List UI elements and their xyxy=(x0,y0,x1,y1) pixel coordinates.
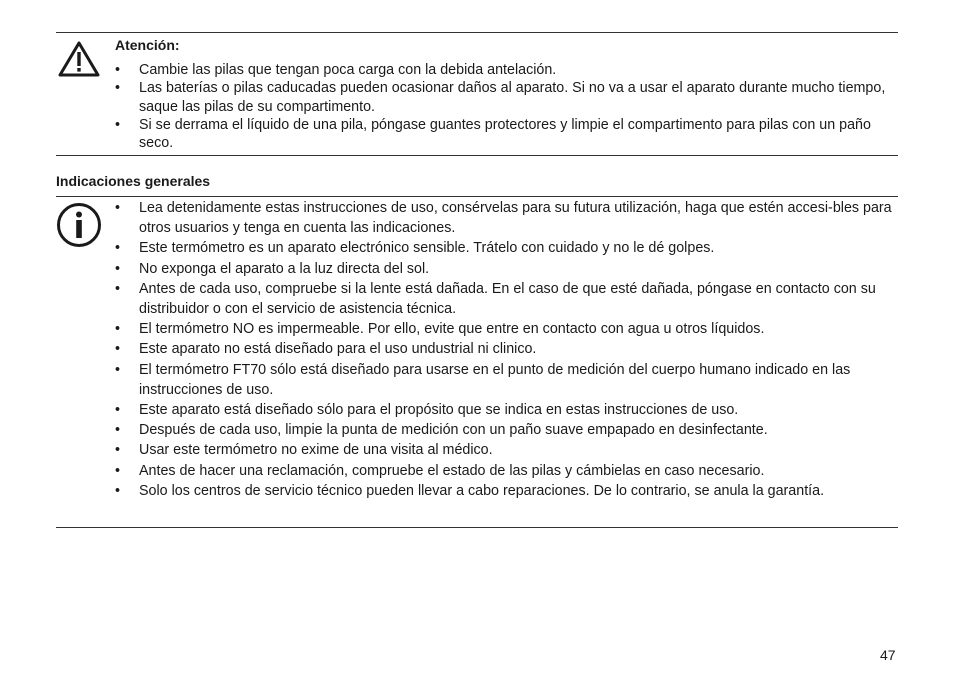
list-item: • Usar este termómetro no exime de una visita al médico. xyxy=(115,440,895,460)
list-item: • Antes de cada uso, compruebe si la lente está dañada. En el caso de que esté dañada, póngase en contacto con su distribuidor o con el servicio de asistencia técnica. xyxy=(115,279,895,319)
section-rule xyxy=(56,196,898,197)
warning-bottom-rule xyxy=(56,155,898,156)
list-item: • Este termómetro es un aparato electrónico sensible. Trátelo con cuidado y no le dé golpes. xyxy=(115,238,895,258)
list-item: • Este aparato está diseñado sólo para el propósito que se indica en estas instrucciones de uso. xyxy=(115,400,895,420)
warning-title: Atención: xyxy=(115,37,180,53)
list-item: • Antes de hacer una reclamación, compruebe el estado de las pilas y cámbielas en caso necesario. xyxy=(115,461,895,481)
section-title: Indicaciones generales xyxy=(56,173,211,189)
list-item: • Cambie las pilas que tengan poca carga con la debida antelación. xyxy=(115,61,895,79)
general-list xyxy=(115,198,895,501)
top-rule xyxy=(56,32,898,33)
list-item: • No exponga el aparato a la luz directa del sol. xyxy=(115,259,895,279)
bottom-rule xyxy=(56,527,898,528)
list-item: • El termómetro FT70 sólo está diseñado para usarse en el punto de medición del cuerpo humano indicado en las instrucciones de uso. xyxy=(115,360,895,400)
list-item: • Este aparato no está diseñado para el uso undustrial ni clinico. xyxy=(115,339,895,359)
page-number: 47 xyxy=(880,647,896,663)
list-item: • Lea detenidamente estas instrucciones de uso, consérvelas para su futura utilización, haga que estén accesi-bles para otros usuarios y tenga en cuenta las indicaciones. xyxy=(115,198,895,238)
list-item: • El termómetro NO es impermeable. Por ello, evite que entre en contacto con agua u otros líquidos. xyxy=(115,319,895,339)
warning-triangle-icon xyxy=(57,40,101,78)
list-item: • Las baterías o pilas caducadas pueden ocasionar daños al aparato. Si no va a usar el aparato durante mucho tiempo, saque las pilas de su compartimento. xyxy=(115,79,895,116)
list-item: • Solo los centros de servicio técnico pueden llevar a cabo reparaciones. De lo contrario, se anula la garantía. xyxy=(115,481,895,501)
list-item: • Si se derrama el líquido de una pila, póngase guantes protectores y limpie el compartimento para pilas con un paño seco. xyxy=(115,116,895,153)
warning-list xyxy=(115,61,895,152)
list-item: • Después de cada uso, limpie la punta de medición con un paño suave empapado en desinfectante. xyxy=(115,420,895,440)
info-icon xyxy=(56,202,102,248)
